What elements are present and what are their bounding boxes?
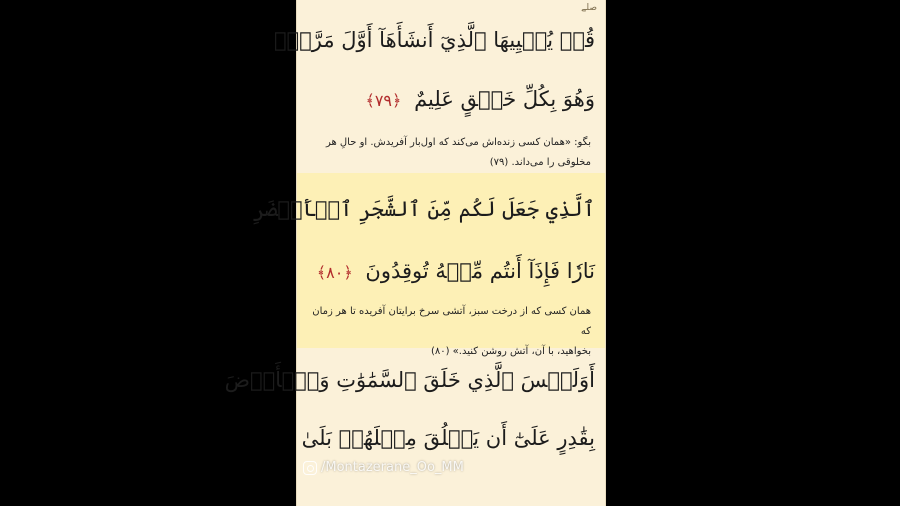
instagram-icon xyxy=(303,461,317,475)
page-corner-mark: صلے xyxy=(581,3,597,13)
translation-line: همان کسی که از درخت سبز، آتشی سرخ برایتان آفریده تا هر زمان که xyxy=(312,306,591,337)
verse-text: قُلۡ يُحۡيِيهَا ٱلَّذِيٓ أَنشَأَهَآ أَوَّلَ مَرَّةٖۖ xyxy=(273,28,595,52)
translation-80 xyxy=(311,302,591,362)
translation-line: مخلوقی را می‌داند. (۷۹) xyxy=(489,157,591,168)
watermark-text: /Montazerane_Oo_MM xyxy=(321,460,464,475)
verse-text: بِقَٰدِرٍ عَلَىٰٓ أَن يَخۡلُقَ مِثۡلَهُمۚ بَلَىٰ xyxy=(301,426,595,450)
verse-text: ٱلَّذِي جَعَلَ لَكُم مِّنَ ٱلشَّجَرِ ٱلۡأَخۡضَرِ xyxy=(252,197,595,221)
verse-text: أَوَلَيۡسَ ٱلَّذِي خَلَقَ ٱلسَّمَٰوَٰتِ وَٱلۡأَرۡضَ xyxy=(224,368,595,392)
translation-line: بخواهید، با آن، آتش روشن کنید.» (۸۰) xyxy=(430,346,591,357)
translation-line: بگو: «همان کسی زنده‌اش می‌کند که اول‌بار آفریدش. او حال‌ِ هر xyxy=(325,137,591,148)
verse-81-line-2[interactable] xyxy=(301,426,595,450)
verse-text: وَهُوَ بِكُلِّ خَلۡقٍ عَلِيمٌ xyxy=(414,87,595,111)
mushaf-page xyxy=(224,0,606,506)
verse-80-line-2[interactable] xyxy=(307,261,595,282)
ayah-number-80: ﴿٨٠﴾ xyxy=(316,263,353,282)
verse-text: نَارٗا فَإِذَآ أَنتُم مِّنۡهُ تُوقِدُونَ xyxy=(365,259,595,283)
verse-79-line-1[interactable] xyxy=(273,28,595,52)
verse-80-line-1[interactable] xyxy=(252,197,595,221)
verse-79-line-2[interactable] xyxy=(307,89,595,110)
translation-79 xyxy=(311,133,591,173)
watermark xyxy=(303,460,464,475)
ayah-number-79: ﴿٧٩﴾ xyxy=(365,91,402,110)
verse-81-line-1[interactable] xyxy=(224,368,595,392)
